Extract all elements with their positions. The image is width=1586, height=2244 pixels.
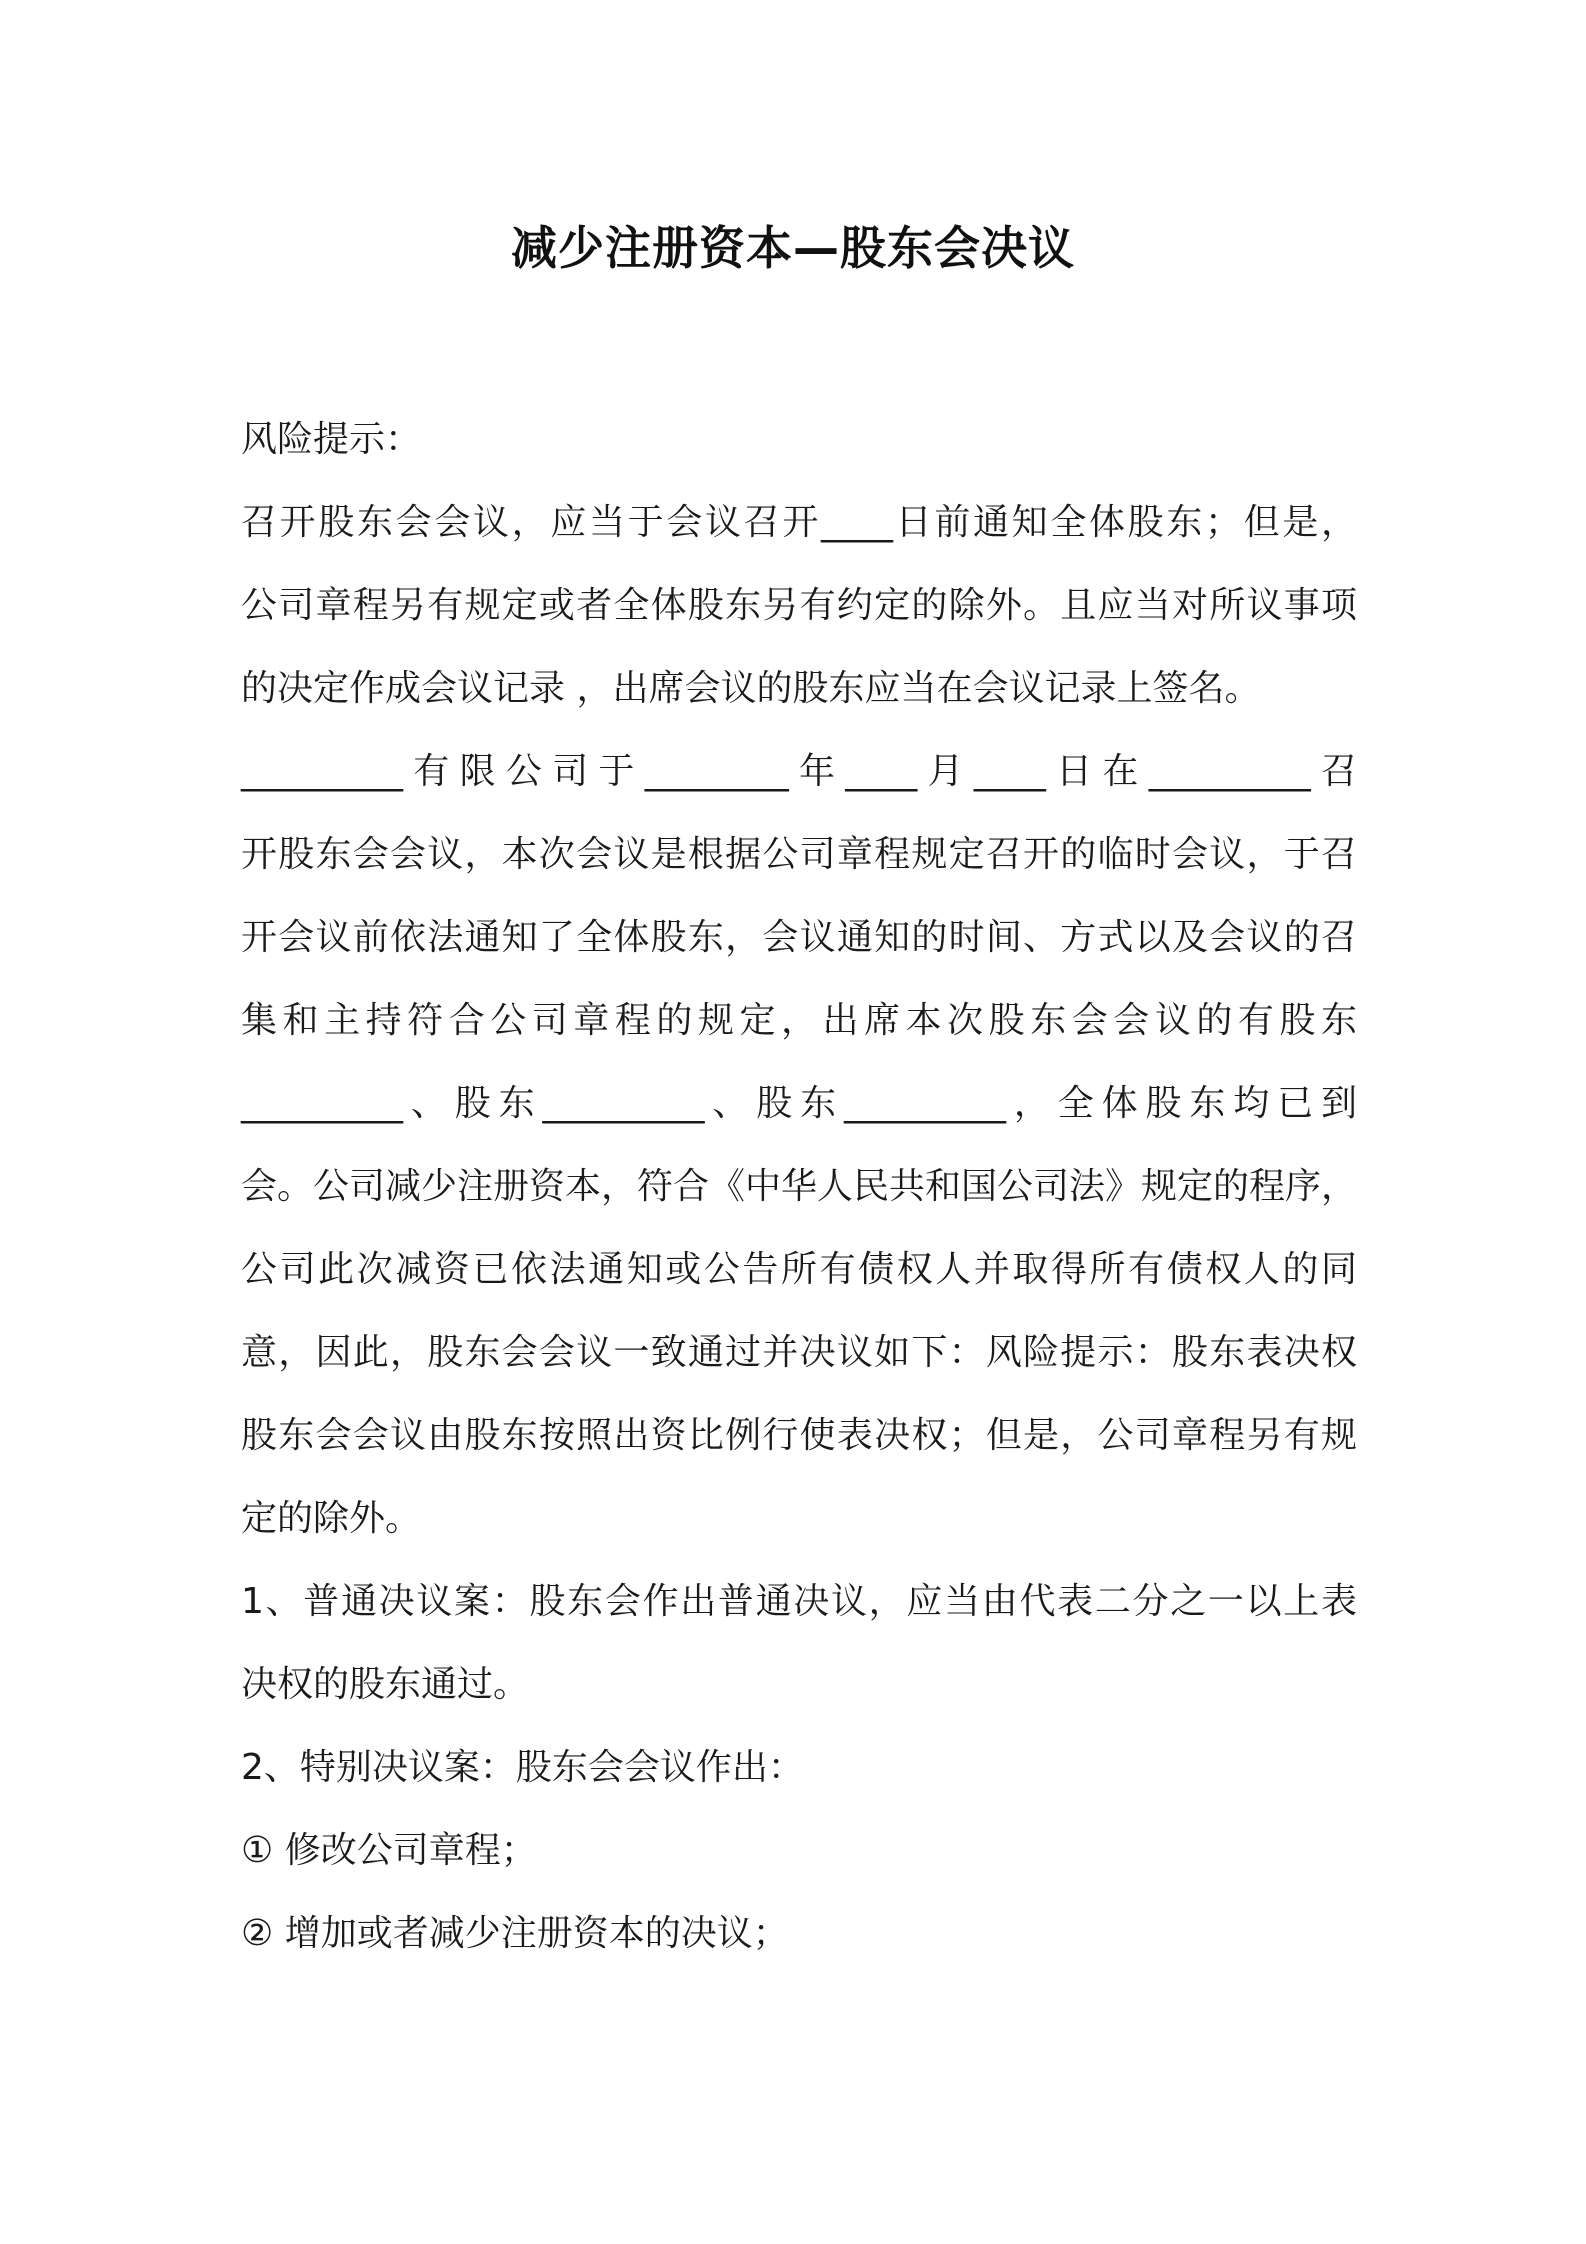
risk-notice-heading: 风险提示：	[241, 419, 422, 460]
text-line: 集和主持符合公司章程的规定，出席本次股东会会议的有股东	[241, 1000, 1357, 1041]
text-line: 股东会会议由股东按照出资比例行使表决权；但是，公司章程另有规	[241, 1415, 1357, 1456]
text-line: 公司此次减资已依法通知或公告所有债权人并取得所有债权人的同	[241, 1249, 1357, 1290]
text-line: 的决定作成会议记录 ，出席会议的股东应当在会议记录上签名。	[241, 668, 1261, 709]
text-line: 召开股东会会议，应当于会议召开____日前通知全体股东；但是，	[241, 502, 1357, 543]
text-line: 开会议前依法通知了全体股东，会议通知的时间、方式以及会议的召	[241, 917, 1357, 958]
document-title: 减少注册资本—股东会决议	[511, 221, 1075, 275]
list-item: 2、特别决议案：股东会会议作出：	[241, 1747, 804, 1788]
text-line: _________、股东_________、股东_________，全体股东均已到	[241, 1083, 1357, 1124]
list-item: 1、普通决议案：股东会作出普通决议，应当由代表二分之一以上表	[241, 1581, 1357, 1622]
list-item: ① 修改公司章程；	[241, 1830, 537, 1871]
text-line: 公司章程另有规定或者全体股东另有约定的除外。且应当对所议事项	[241, 585, 1357, 626]
text-line: 会。公司减少注册资本，符合《中华人民共和国公司法》规定的程序，	[241, 1166, 1358, 1207]
text-line: 意，因此，股东会会议一致通过并决议如下：风险提示：股东表决权	[241, 1332, 1357, 1373]
text-line: 开股东会会议，本次会议是根据公司章程规定召开的临时会议，于召	[241, 834, 1357, 875]
list-item: 决权的股东通过。	[241, 1664, 530, 1705]
list-item: ② 增加或者减少注册资本的决议；	[241, 1913, 789, 1954]
text-line: _________有限公司于________年____月____日在_________召	[241, 751, 1357, 792]
text-line: 定的除外。	[241, 1498, 422, 1539]
